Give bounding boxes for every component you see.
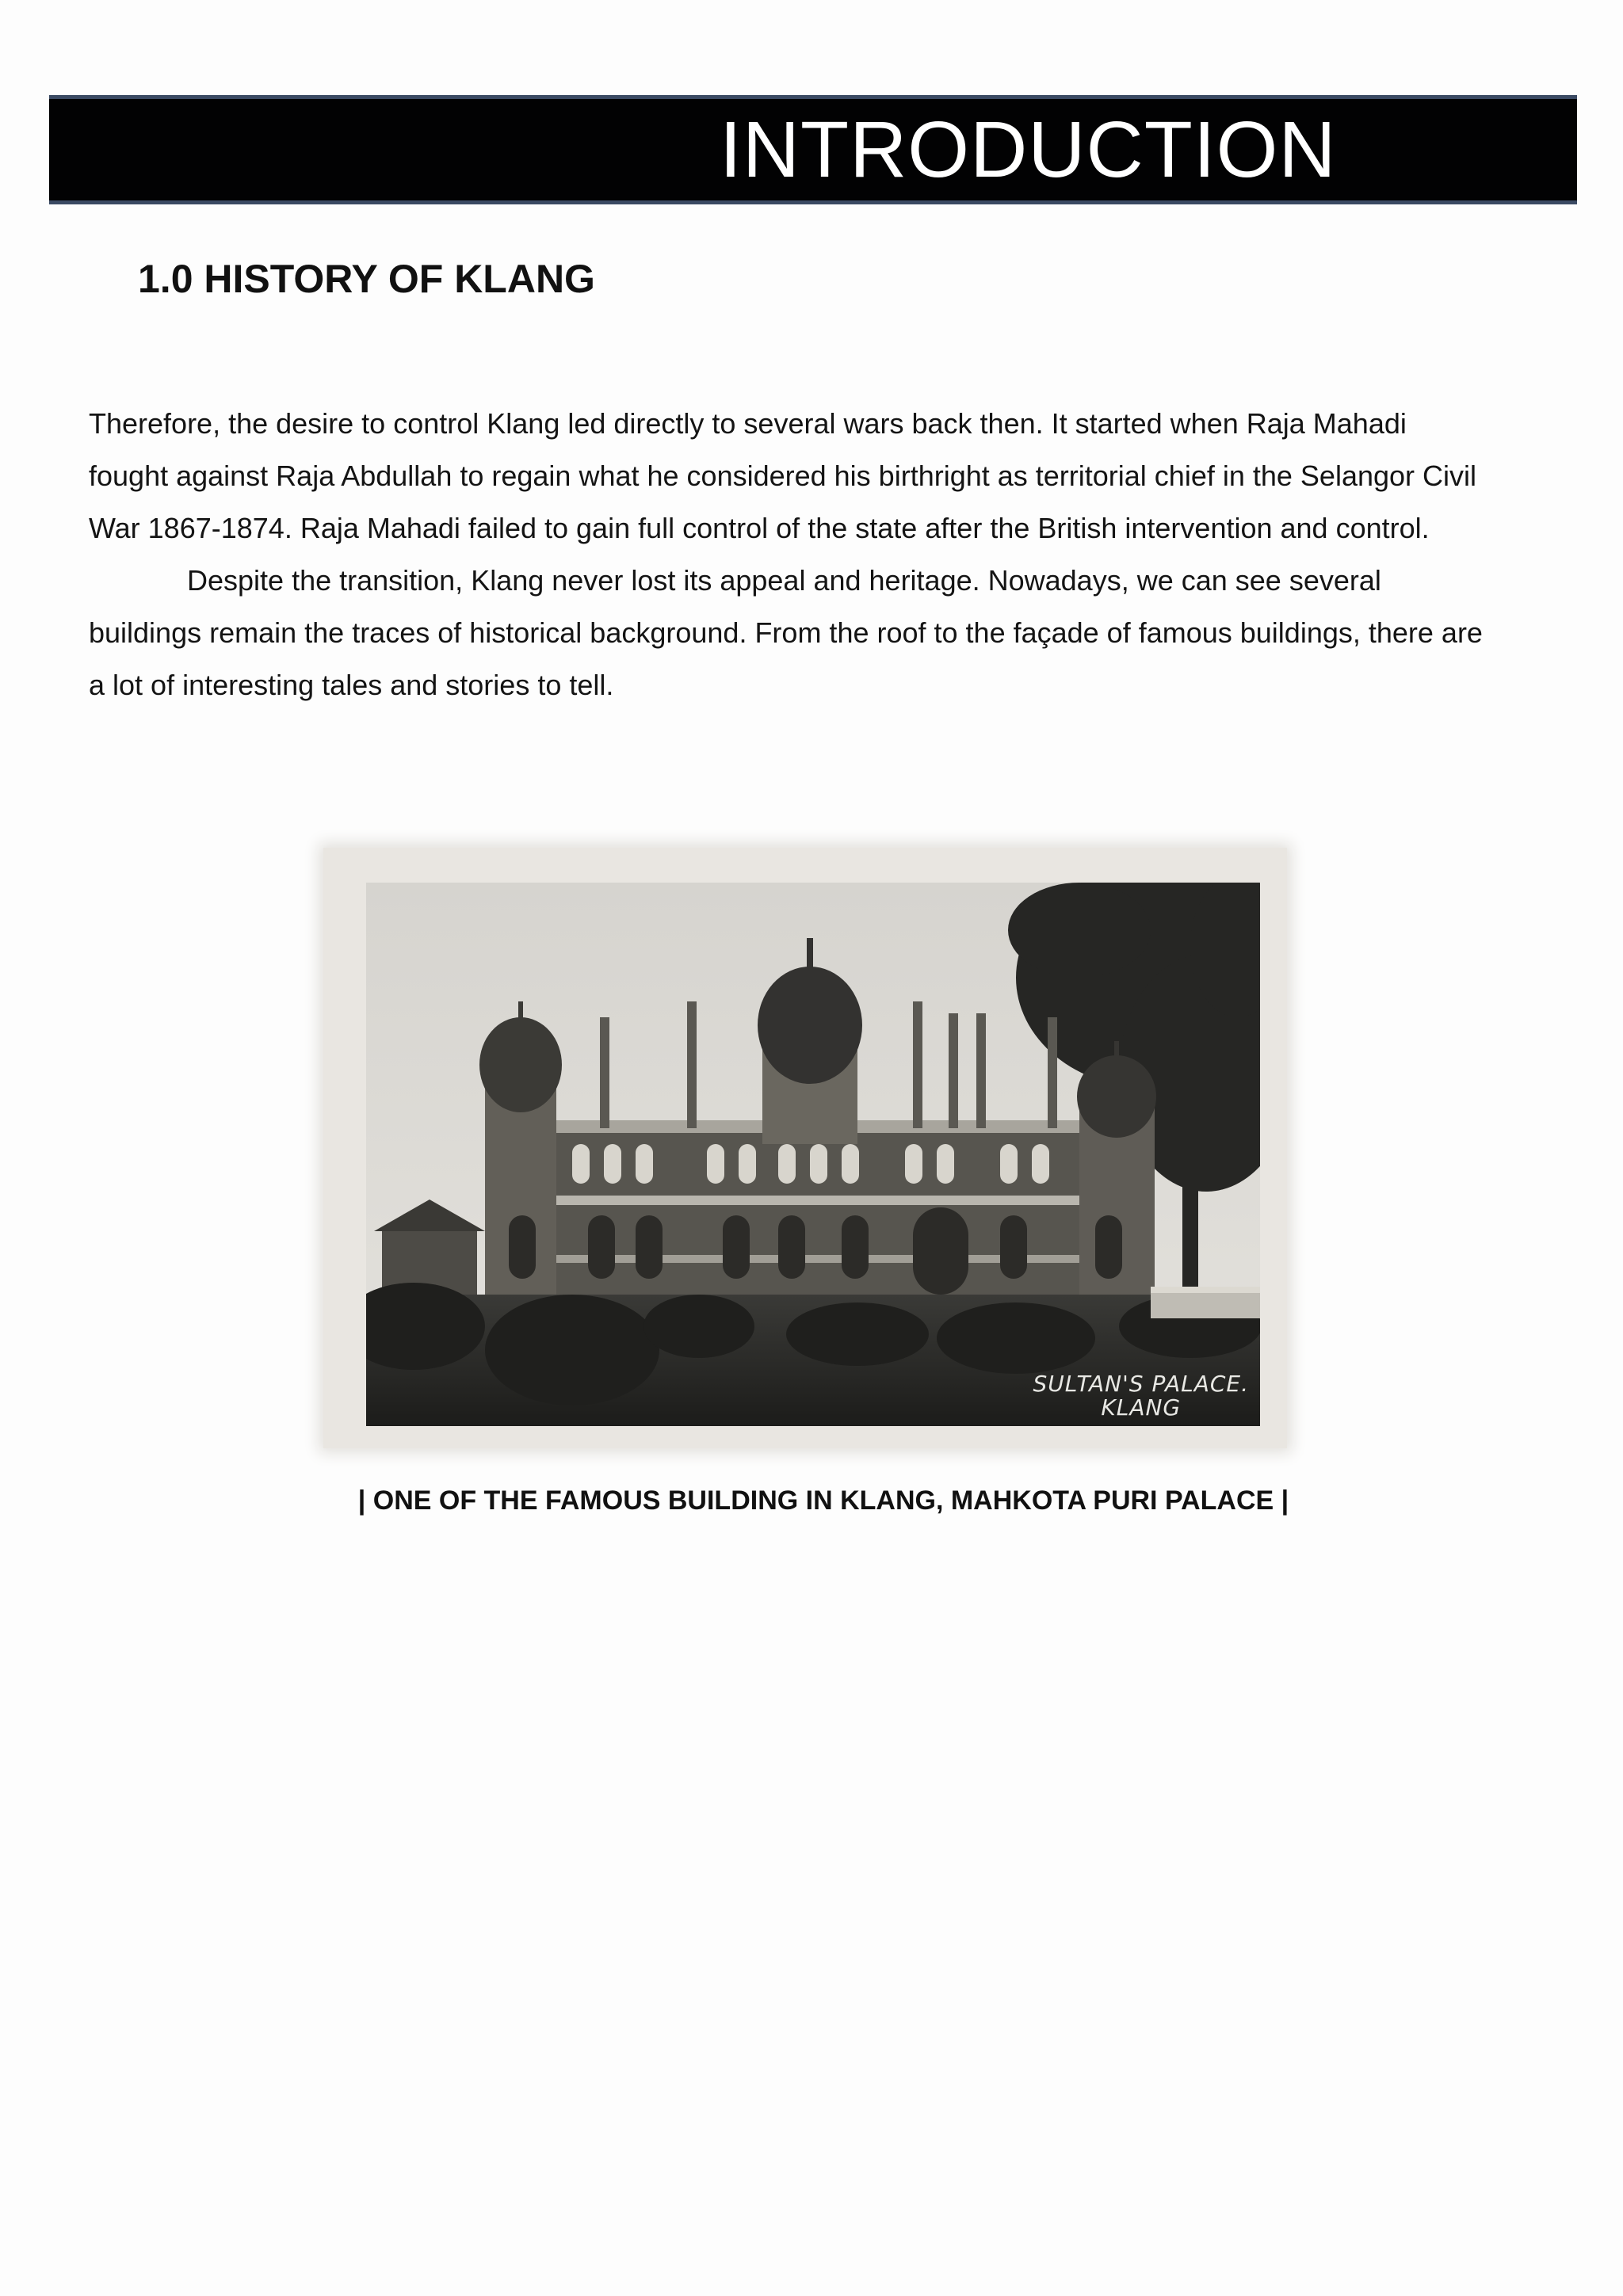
photo-handwritten-label (1033, 1372, 1249, 1420)
palace-illustration (366, 883, 1260, 1426)
palace-photo (366, 883, 1260, 1426)
section-heading: 1.0 HISTORY OF KLANG (138, 257, 595, 301)
page-title: INTRODUCTION (720, 105, 1337, 194)
title-banner (49, 95, 1577, 204)
body-text (89, 398, 1484, 711)
body-paragraph-2: Despite the transition, Klang never lost its appeal and heritage. Nowadays, we can see several buildings remain the traces of historical background. From the roof to the façade of famous buildings, there are a lot of interesting tales and stories to tell. (89, 564, 1483, 701)
photo-label-line-2: KLANG (1101, 1394, 1182, 1421)
photo-label-line-1: SULTAN'S PALACE. (1033, 1371, 1249, 1397)
photo-frame (323, 848, 1287, 1448)
photo-caption: | ONE OF THE FAMOUS BUILDING IN KLANG, MAHKOTA PURI PALACE | (357, 1486, 1289, 1516)
body-paragraph-1: Therefore, the desire to control Klang led directly to several wars back then. It started when Raja Mahadi fought against Raja Abdullah to regain what he considered his birthright as territorial chief in the Selangor Civil War 1867-1874. Raja Mahadi failed to gain full control of the state after the British intervention and control. (89, 407, 1477, 544)
